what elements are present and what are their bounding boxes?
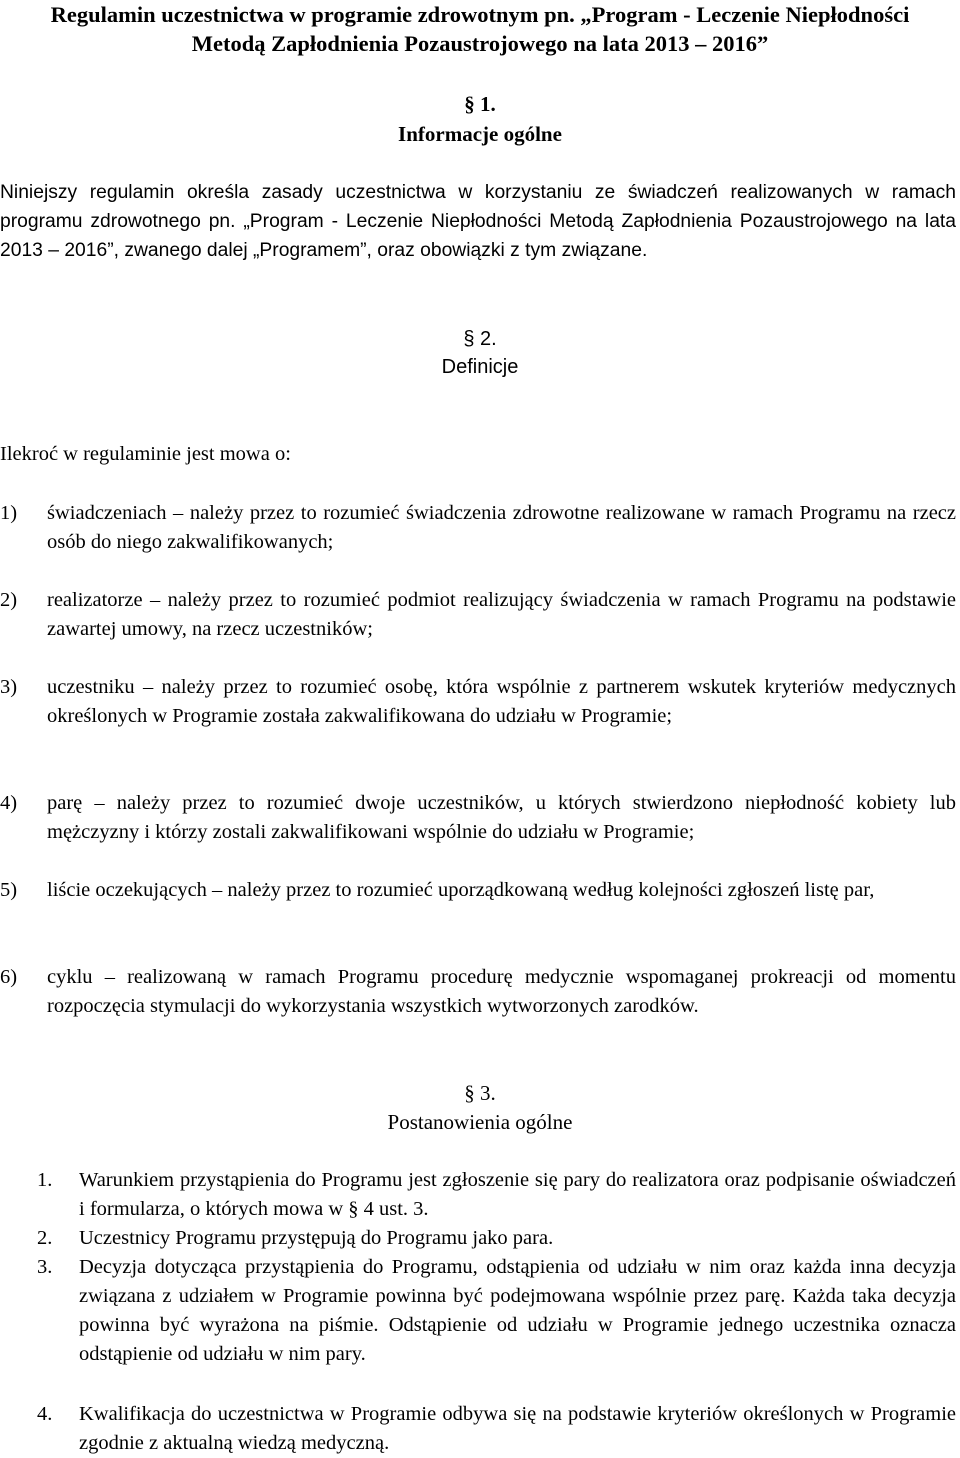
definition-number: 3) <box>0 676 18 698</box>
definition-text: cyklu – realizowaną w ramach Programu procedurę medycznie wspomaganej prokreacji od momentu rozpoczęcia stymulacji do wykorzystania wszystkich wytworzonych zarodków. <box>47 966 956 1017</box>
section-2-intro: Ilekroć w regulaminie jest mowa o: <box>0 443 291 465</box>
provision-number: 2. <box>37 1227 53 1249</box>
definition-item <box>0 789 956 847</box>
definition-text: parę – należy przez to rozumieć dwoje uczestników, u których stwierdzono niepłodność kobiety lub mężczyzny i którzy zostali zakwalifikowani wspólnie do udziału w Programie; <box>47 792 956 843</box>
section-1-paragraph: Niniejszy regulamin określa zasady uczestnictwa w korzystaniu ze świadczeń realizowanych w ramach programu zdrowotnego pn. „Program - Leczenie Niepłodności Metodą Zapłodnienia Pozaustrojowego na lata 2013 – 2016”, zwanego dalej „Programem”, oraz obowiązki z tym związane. <box>0 182 956 261</box>
definition-text: realizatorze – należy przez to rozumieć podmiot realizujący świadczenia w ramach Programu na podstawie zawartej umowy, na rzecz uczestników; <box>47 589 956 640</box>
section-3-heading: Postanowienia ogólne <box>387 1110 573 1134</box>
definition-number: 5) <box>0 879 18 901</box>
definition-item <box>0 673 956 731</box>
section-1-heading: Informacje ogólne <box>398 122 562 146</box>
definition-number: 4) <box>0 792 18 814</box>
provision-item <box>0 1400 956 1458</box>
provision-item <box>0 1253 956 1369</box>
definition-number: 6) <box>0 966 18 988</box>
provision-number: 4. <box>37 1403 53 1425</box>
document-title: Regulamin uczestnictwa w programie zdrowotnym pn. „Program - Leczenie Niepłodności Metodą Zapłodnienia Pozaustrojowego na lata 2013 – 2016” <box>50 2 910 56</box>
definition-number: 2) <box>0 589 18 611</box>
provision-number: 3. <box>37 1256 53 1278</box>
section-2-number: § 2. <box>463 328 497 350</box>
provision-number: 1. <box>37 1169 53 1191</box>
definition-text: liście oczekujących – należy przez to rozumieć uporządkowaną według kolejności zgłoszeń listę par, <box>47 879 875 901</box>
section-2-heading: Definicje <box>441 356 519 378</box>
definition-item <box>0 586 956 644</box>
definition-text: uczestniku – należy przez to rozumieć osobę, która wspólnie z partnerem wskutek kryteriów medycznych określonych w Programie została zakwalifikowana do udziału w Programie; <box>47 676 956 727</box>
section-3-number: § 3. <box>464 1081 496 1105</box>
definition-number: 1) <box>0 502 18 524</box>
provision-text: Uczestnicy Programu przystępują do Programu jako para. <box>79 1227 554 1249</box>
provision-text: Decyzja dotycząca przystąpienia do Programu, odstąpienia od udziału w nim oraz każda inna decyzja związana z udziałem w Programie powinna być podejmowana wspólnie przez parę. Każda taka decyzja powinna być wyrażona na piśmie. Odstąpienie od udziału w Programie jednego uczestnika oznacza odstąpienie od udziału w nim pary. <box>79 1256 956 1365</box>
provision-text: Kwalifikacja do uczestnictwa w Programie odbywa się na podstawie kryteriów określonych w Programie zgodnie z aktualną wiedzą medyczną. <box>79 1403 956 1454</box>
definition-item <box>0 963 956 1021</box>
provision-item <box>0 1166 956 1224</box>
definition-text: świadczeniach – należy przez to rozumieć świadczenia zdrowotne realizowane w ramach Programu na rzecz osób do niego zakwalifikowanych; <box>47 502 956 553</box>
definition-item <box>0 876 956 905</box>
provision-item <box>0 1224 956 1253</box>
section-1-number: § 1. <box>464 92 496 116</box>
definition-item <box>0 499 956 557</box>
provision-text: Warunkiem przystąpienia do Programu jest zgłoszenie się pary do realizatora oraz podpisanie oświadczeń i formularza, o których mowa w § 4 ust. 3. <box>79 1169 956 1220</box>
